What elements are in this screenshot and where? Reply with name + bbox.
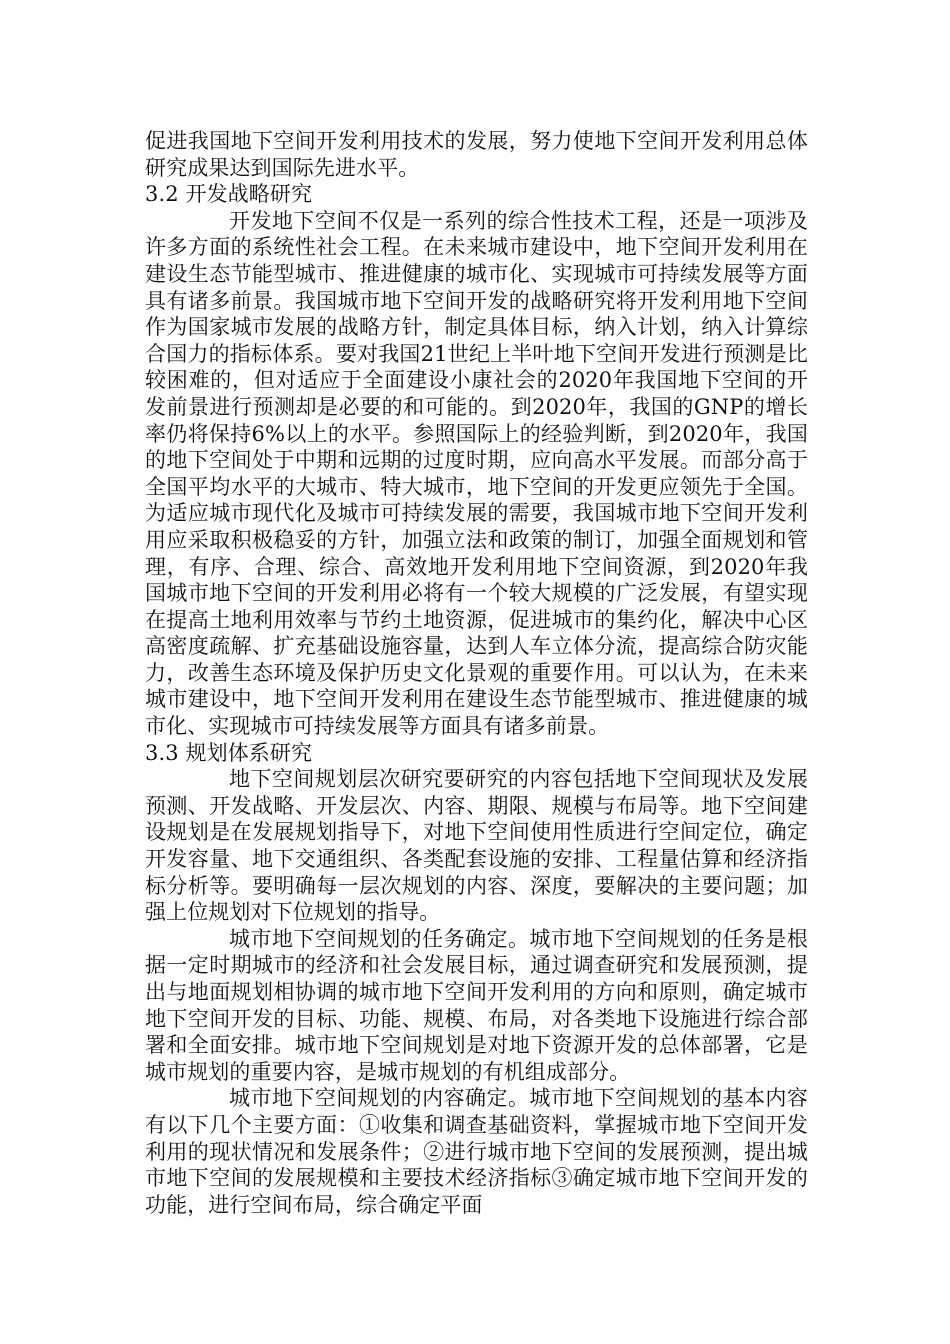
- section-heading-3-3: 3.3 规划体系研究: [145, 740, 313, 765]
- document-body: [145, 128, 808, 1218]
- paragraph-planning-tasks: 城市地下空间规划的任务确定。城市地下空间规划的任务是根据一定时期城市的经济和社会发展目标，通过调查研究和发展预测，提出与地面规划相协调的城市地下空间开发利用的方向和原则，确定城市地下空间开发的目标、功能、规模、布局，对各类地下设施进行综合部署和全面安排。城市地下空间规划是对地下资源开发的总体部署，它是城市规划的重要内容，是城市规划的有机组成部分。: [145, 926, 808, 1084]
- paragraph-planning-content: 城市地下空间规划的内容确定。城市地下空间规划的基本内容有以下几个主要方面：①收集和调查基础资料，掌握城市地下空间开发利用的现状情况和发展条件；②进行城市地下空间的发展预测，提出城市地下空间的发展规模和主要技术经济指标③确定城市地下空间开发的功能，进行空间布局，综合确定平面: [145, 1086, 808, 1217]
- paragraph-continuation: 促进我国地下空间开发利用技术的发展，努力使地下空间开发利用总体研究成果达到国际先进水平。: [145, 129, 808, 180]
- paragraph-development-strategy: 开发地下空间不仅是一系列的综合性技术工程，还是一项涉及许多方面的系统性社会工程。在未来城市建设中，地下空间开发利用在建设生态节能型城市、推进健康的城市化、实现城市可持续发展等方面具有诸多前景。我国城市地下空间开发的战略研究将开发利用地下空间作为国家城市发展的战略方针，制定具体目标，纳入计划，纳入计算综合国力的指标体系。要对我国21世纪上半叶地下空间开发进行预测是比较困难的，但对适应于全面建设小康社会的2020年我国地下空间的开发前景进行预测却是必要的和可能的。到2020年，我国的GNP的增长率仍将保持6%以上的水平。参照国际上的经验判断，到2020年，我国的地下空间处于中期和远期的过度时期，应向高水平发展。而部分高于全国平均水平的大城市、特大城市，地下空间的开发更应领先于全国。为适应城市现代化及城市可持续发展的需要，我国城市地下空间开发利用应采取积极稳妥的方针，加强立法和政策的制订，加强全面规划和管理，有序、合理、综合、高效地开发利用地下空间资源，到2020年我国城市地下空间的开发利用必将有一个较大规模的广泛发展，有望实现在提高土地利用效率与节约土地资源，促进城市的集约化，解决中心区高密度疏解、扩充基础设施容量，达到人车立体分流，提高综合防灾能力，改善生态环境及保护历史文化景观的重要作用。可以认为，在未来城市建设中，地下空间开发利用在建设生态节能型城市、推进健康的城市化、实现城市可持续发展等方面具有诸多前景。: [145, 208, 808, 739]
- section-heading-3-2: 3.2 开发战略研究: [145, 182, 313, 207]
- paragraph-planning-levels: 地下空间规划层次研究要研究的内容包括地下空间现状及发展预测、开发战略、开发层次、内容、期限、规模与布局等。地下空间建设规划是在发展规划指导下，对地下空间使用性质进行空间定位，确定开发容量、地下交通组织、各类配套设施的安排、工程量估算和经济指标分析等。要明确每一层次规划的内容、深度，要解决的主要问题；加强上位规划对下位规划的指导。: [145, 767, 808, 925]
